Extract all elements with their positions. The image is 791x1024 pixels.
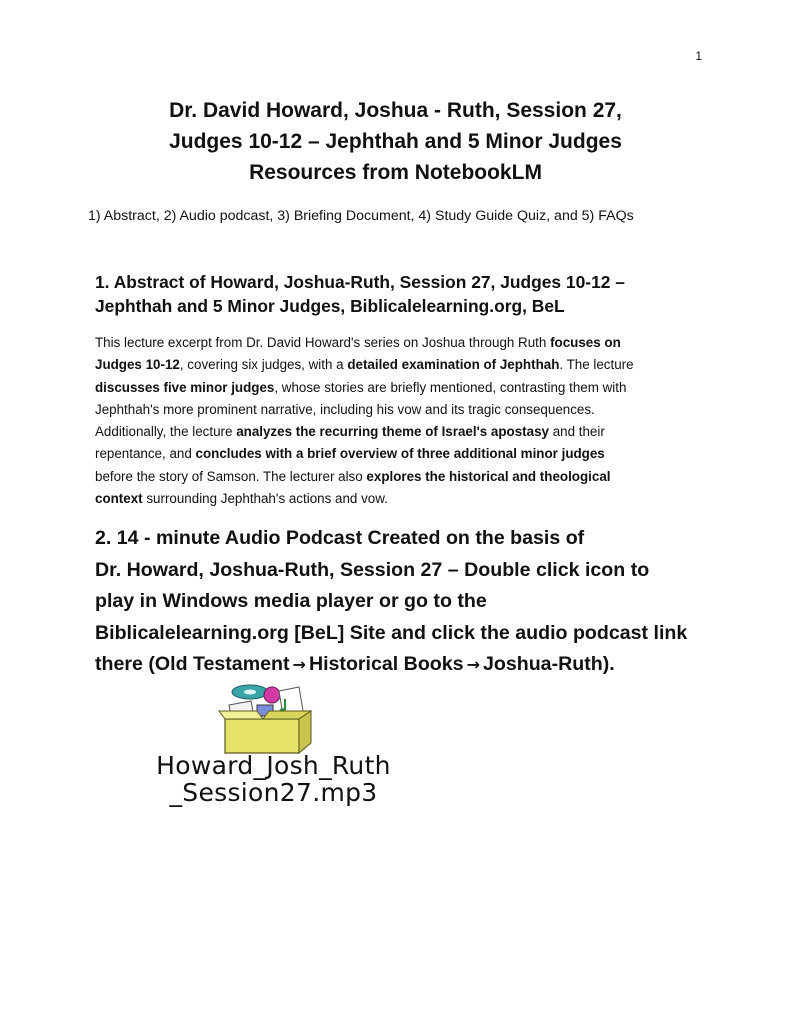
abstract-line — [95, 332, 699, 354]
section-2-line-3: play in Windows media player or go to the — [95, 590, 487, 612]
abstract-text: surrounding Jephthah's actions and vow. — [142, 491, 388, 507]
abstract-bold-text: analyzes the recurring theme of Israel's apostasy — [236, 424, 549, 440]
title-line-2: Judges 10-12 – Jephthah and 5 Minor Judges — [169, 130, 622, 153]
abstract-line — [95, 377, 699, 399]
audio-file-name-line-1: Howard_Josh_Ruth — [156, 751, 391, 780]
abstract-bold-text: focuses on — [550, 335, 621, 350]
abstract-text: This lecture excerpt from Dr. David Howard's series on Joshua through Ruth — [95, 335, 551, 350]
section-2-line-4: Biblicalelearning.org [BeL] Site and click the audio podcast link — [95, 621, 688, 644]
abstract-text: before the story of Samson. The lecturer also — [95, 468, 367, 484]
section-2-line-2: Dr. Howard, Joshua-Ruth, Session 27 – Double click icon to — [95, 558, 650, 581]
abstract-bold-text: Judges 10-12 — [95, 357, 180, 373]
abstract-paragraph — [95, 332, 699, 510]
breadcrumb-old-testament: there (Old Testament — [95, 653, 290, 675]
arrow-right-icon: → — [466, 655, 480, 674]
section-1-heading-line-1: 1. Abstract of Howard, Joshua-Ruth, Session 27, Judges 10-12 – — [95, 272, 625, 292]
abstract-bold-text: concludes with a brief overview of three additional minor judges — [195, 446, 605, 462]
media-package-icon[interactable] — [217, 683, 317, 755]
abstract-line — [95, 443, 699, 465]
abstract-text: and their — [548, 424, 605, 440]
title-line-3: Resources from NotebookLM — [249, 161, 542, 184]
section-2-line-1: 2. 14 - minute Audio Podcast Created on the basis of — [95, 527, 585, 549]
page-number: 1 — [695, 49, 702, 63]
section-2-line-5 — [95, 649, 687, 681]
abstract-line — [95, 466, 699, 488]
audio-file-label[interactable] — [96, 752, 451, 806]
abstract-bold-text: explores the historical and theological — [366, 468, 611, 484]
arrow-right-icon: → — [292, 655, 306, 674]
abstract-text: . The lecture — [559, 357, 634, 373]
title-line-1: Dr. David Howard, Joshua - Ruth, Session 27, — [169, 99, 622, 122]
abstract-bold-text: detailed examination of Jephthah — [347, 357, 560, 373]
abstract-line — [95, 354, 699, 376]
breadcrumb-joshua-ruth: Joshua-Ruth). — [482, 653, 615, 675]
breadcrumb-historical-books: Historical Books — [308, 653, 464, 675]
document-title — [0, 95, 791, 188]
abstract-line — [95, 421, 699, 443]
abstract-line — [95, 399, 699, 421]
audio-file-name-line-2: _Session27.mp3 — [169, 778, 378, 807]
section-2-heading — [95, 523, 687, 681]
resources-list: 1) Abstract, 2) Audio podcast, 3) Briefing Document, 4) Study Guide Quiz, and 5) FAQs — [88, 208, 634, 224]
abstract-text: , covering six judges, with a — [179, 357, 348, 373]
abstract-line — [95, 488, 699, 510]
section-1-heading-line-2: Jephthah and 5 Minor Judges, Biblicalelearning.org, BeL — [95, 296, 565, 316]
abstract-text: Additionally, the lecture — [95, 424, 237, 440]
abstract-text: Jephthah's more prominent narrative, including his vow and its tragic consequences. — [95, 401, 595, 417]
abstract-text: , whose stories are briefly mentioned, contrasting them with — [274, 379, 627, 395]
abstract-text: repentance, and — [95, 446, 196, 462]
section-1-heading — [95, 270, 625, 318]
abstract-bold-text: discusses five minor judges — [95, 379, 275, 395]
abstract-bold-text: context — [95, 491, 143, 507]
